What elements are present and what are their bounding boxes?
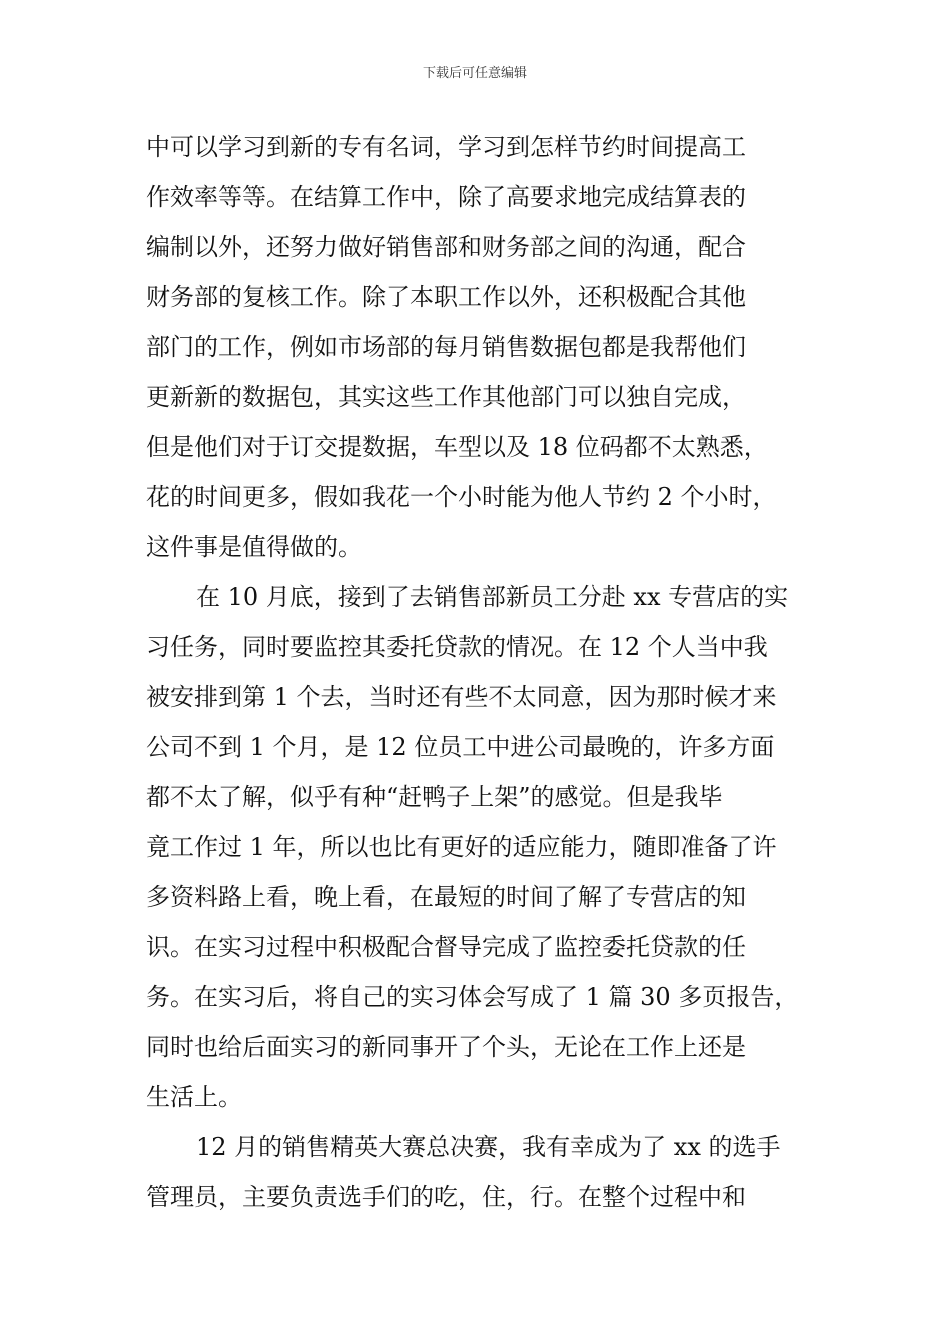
text-line: 编制以外，还努力做好销售部和财务部之间的沟通，配合 [146,233,746,261]
text-line: 都不太了解，似乎有种“赶鸭子上架”的感觉。但是我毕 [146,783,723,811]
text-line: 中可以学习到新的专有名词，学习到怎样节约时间提高工 [146,133,746,161]
text-line: 更新新的数据包，其实这些工作其他部门可以独自完成， [146,383,746,411]
text-line: 同时也给后面实习的新同事开了个头，无论在工作上还是 [146,1033,746,1061]
text-line: 这件事是值得做的。 [146,533,362,561]
paragraph-start-line: 在 10 月底，接到了去销售部新员工分赴 xx 专营店的实 [196,583,789,611]
text-line: 识。在实习过程中积极配合督导完成了监控委托贷款的任 [146,933,746,961]
text-line: 务。在实习后，将自己的实习体会写成了 1 篇 30 多页报告， [146,983,799,1011]
text-line: 花的时间更多，假如我花一个小时能为他人节约 2 个小时， [146,483,777,511]
text-line: 部门的工作，例如市场部的每月销售数据包都是我帮他们 [146,333,746,361]
text-line: 公司不到 1 个月，是 12 位员工中进公司最晚的，许多方面 [146,733,775,761]
page-header: 下载后可任意编辑 [422,66,527,81]
text-line: 管理员，主要负责选手们的吃，住，行。在整个过程中和 [146,1183,746,1211]
text-line: 多资料路上看，晚上看，在最短的时间了解了专营店的知 [146,883,746,911]
text-line: 竟工作过 1 年，所以也比有更好的适应能力，随即准备了许 [146,833,777,861]
text-line: 生活上。 [146,1083,242,1111]
text-line: 但是他们对于订交提数据，车型以及 18 位码都不太熟悉， [146,433,768,461]
text-line: 作效率等等。在结算工作中，除了高要求地完成结算表的 [146,183,746,211]
body-text [146,122,812,1222]
paragraph-start-line: 12 月的销售精英大赛总决赛，我有幸成为了 xx 的选手 [196,1133,781,1161]
text-line: 财务部的复核工作。除了本职工作以外，还积极配合其他 [146,283,746,311]
text-line: 被安排到第 1 个去，当时还有些不太同意，因为那时候才来 [146,683,777,711]
text-line: 习任务，同时要监控其委托贷款的情况。在 12 个人当中我 [146,633,768,661]
